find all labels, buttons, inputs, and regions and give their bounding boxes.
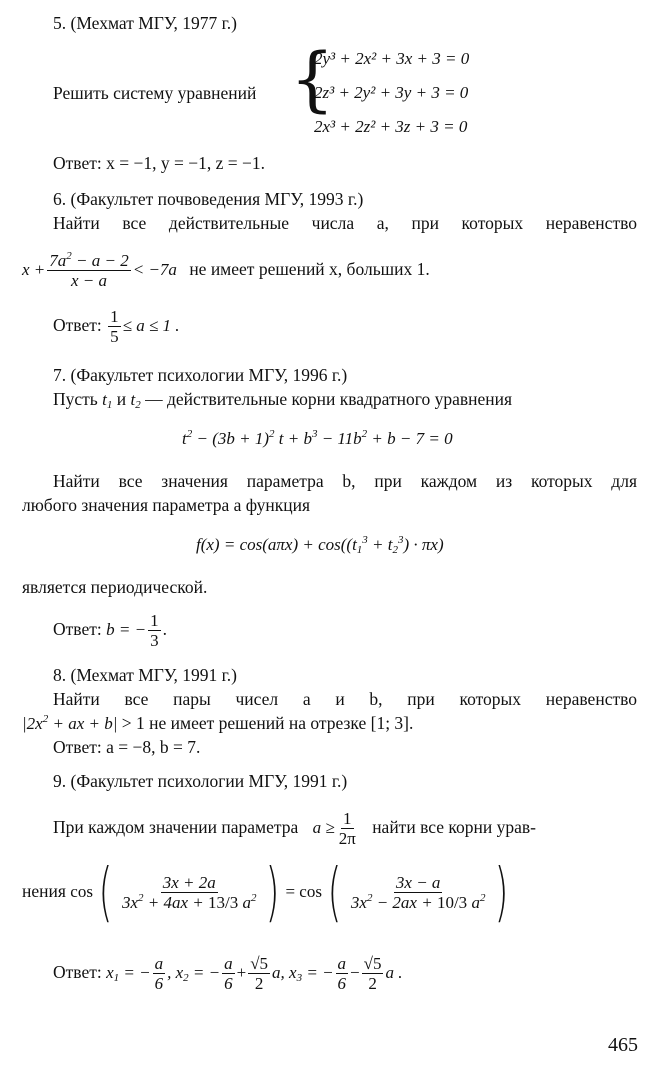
problem-8-line1: Найти все пары чисел a и b, при которых неравенство bbox=[53, 689, 637, 709]
problem-5-prompt: Решить систему уравнений bbox=[53, 83, 257, 103]
problem-7-line2: Найти все значения параметра b, при каждом из которых для bbox=[53, 471, 637, 491]
problem-5-answer: Ответ: x = −1, y = −1, z = −1. bbox=[53, 153, 265, 173]
problem-8-condition: > 1 не имеет решений на отрезке [1; 3]. bbox=[121, 713, 414, 733]
answer-label: Ответ: bbox=[53, 619, 102, 639]
problem-8-answer: Ответ: a = −8, b = 7. bbox=[53, 737, 201, 757]
problem-7-line4: является периодической. bbox=[22, 577, 208, 597]
problem-6-text: Найти все действительные числа a, при которых неравенство bbox=[53, 213, 637, 233]
problem-9-line2-pre: нения bbox=[22, 881, 66, 901]
problem-9-answer: Ответ: $x_1$ = − $\frac{a}{6}$ , $x_2$ = − $\frac{a}{6}$ + $\frac{√5}{2}$ a, $x_3$ = − $\frac{a}{6}$ − $\frac{√5}{2}$ a . bbox=[53, 954, 403, 994]
quadratic-equation: $t^2 - (3b + 1)^2$ $t + b^3 - 11b^2 + b - 7 = 0$ bbox=[182, 428, 453, 448]
answer-label: Ответ: bbox=[53, 962, 102, 982]
periodic-function: $f(x) = \cos(a\pi x) + \cos((t_1^3 + t_2^3) \cdot \pi x)$ bbox=[196, 534, 444, 556]
problem-7-line1: Пусть $t_1$ и $t_2$ — действительные корни квадратного уравнения bbox=[53, 389, 513, 411]
equation-2: 2z³ + 2y² + 3y + 3 = 0 bbox=[314, 83, 469, 102]
problem-6-header: 6. (Факультет почвоведения МГУ, 1993 г.) bbox=[53, 189, 364, 209]
problem-9-equation: нения cos( $\frac{3x + 2a}{3x^2 + 4ax + 13/3 a^2}$ ) = cos( $\frac{3x - a}{3x^2 - 2ax + 10/3 a^2}$ ) bbox=[22, 855, 509, 930]
problem-5-header: 5. (Мехмат МГУ, 1977 г.) bbox=[53, 13, 237, 33]
problem-7-line1-text: — действительные корни квадратного уравнения bbox=[145, 389, 513, 409]
equation-3: 2x³ + 2z² + 3z + 3 = 0 bbox=[314, 117, 468, 136]
problem-7-line3: любого значения параметра a функция bbox=[22, 495, 311, 515]
problem-9-text-post: найти все корни урав- bbox=[372, 817, 536, 837]
problem-8-header: 8. (Мехмат МГУ, 1991 г.) bbox=[53, 665, 237, 685]
problem-6-answer: Ответ: $\frac{1}{5}$ ≤ a ≤ 1 . bbox=[53, 307, 180, 347]
problem-8-line2: $|2x^2$ + ax + b| > 1 не имеет решений на отрезке [1; 3]. bbox=[22, 713, 414, 733]
equation-1: 2y³ + 2x² + 3x + 3 = 0 bbox=[314, 49, 470, 68]
problem-9-header: 9. (Факультет психологии МГУ, 1991 г.) bbox=[53, 771, 348, 791]
system-brace: { bbox=[290, 38, 335, 120]
page-number: 465 bbox=[608, 1034, 638, 1056]
problem-7-header: 7. (Факультет психологии МГУ, 1996 г.) bbox=[53, 365, 348, 385]
problem-9-line1: При каждом значении параметра a ≥ $\frac{1}{2\pi}$ найти все корни урав- bbox=[53, 809, 536, 849]
problem-9-text-pre: При каждом значении параметра bbox=[53, 817, 299, 837]
answer-label: Ответ: bbox=[53, 315, 102, 335]
problem-7-prefix: Пусть bbox=[53, 389, 98, 409]
problem-6-inequality: x + $\frac{7a^2 - a - 2}{x - a}$ < −7a не имеет решений x, больших 1. bbox=[22, 250, 430, 291]
problem-6-condition: не имеет решений x, больших 1. bbox=[189, 259, 430, 279]
problem-7-answer: Ответ: b = − $\frac{1}{3}$ . bbox=[53, 611, 167, 651]
